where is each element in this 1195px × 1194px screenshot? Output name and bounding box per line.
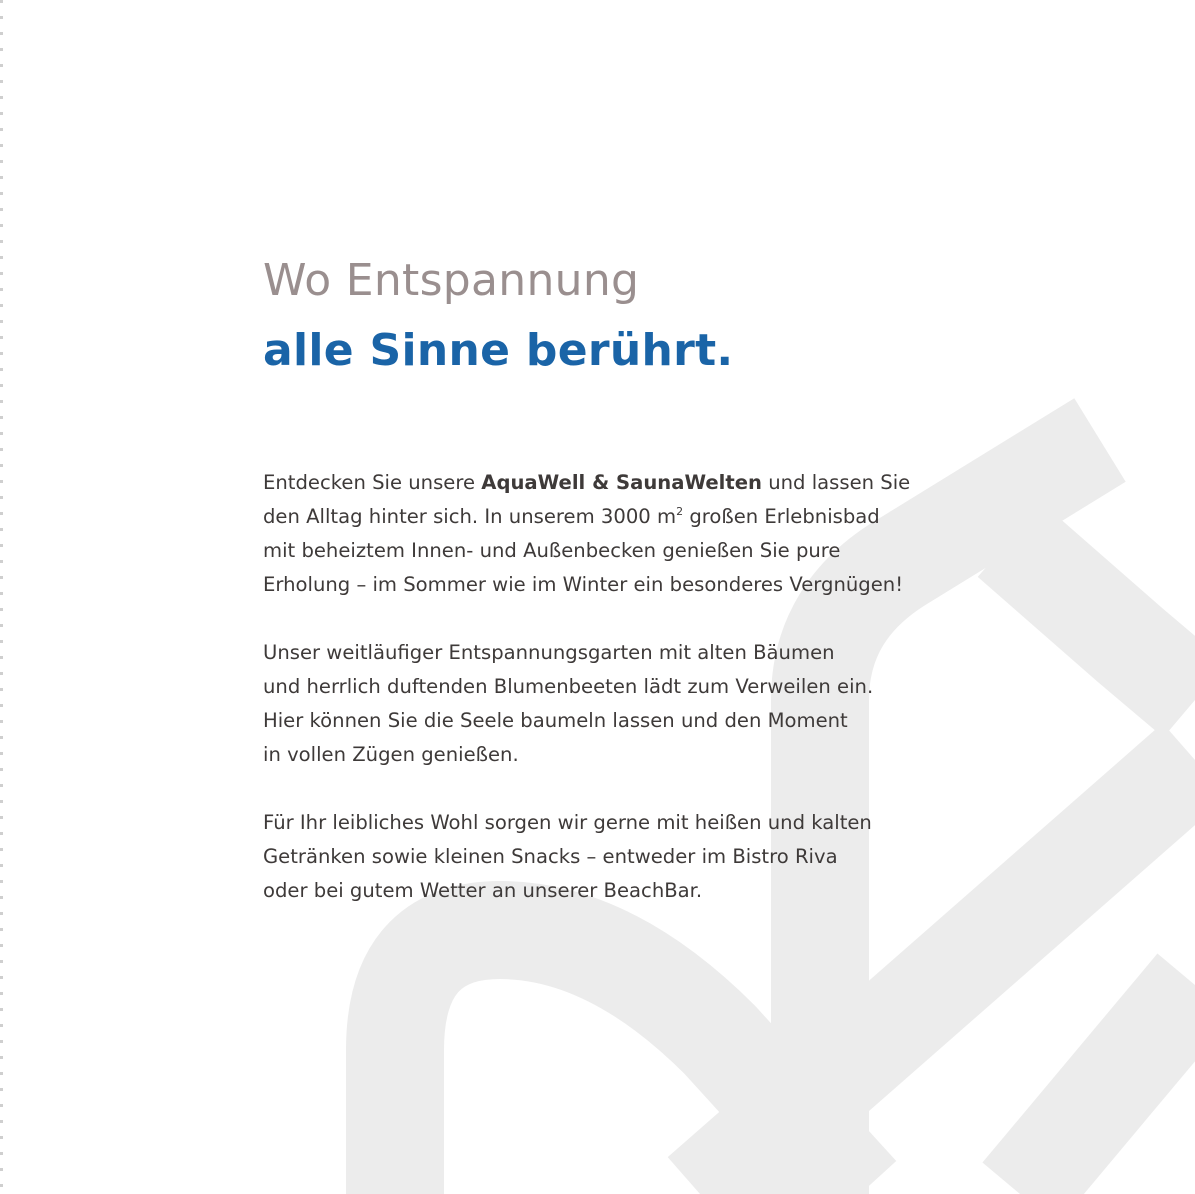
superscript: 2 [676,505,684,518]
heading-line-1: Wo Entspannung [263,255,640,306]
heading-line-2: alle Sinne berührt. [263,325,734,376]
paragraph-garden [263,636,1043,772]
text-segment: Entdecken Sie unsere [263,471,482,494]
text-line: Für Ihr leibliches Wohl sorgen wir gerne mit heißen und kalten [263,811,872,834]
page-heading [263,246,733,386]
text-line [263,466,1043,500]
text-line: Hier können Sie die Seele baumeln lassen und den Moment [263,709,848,732]
paragraph-aquawell [263,466,1043,602]
text-line: Getränken sowie kleinen Snacks – entweder im Bistro Riva [263,845,838,868]
paragraph-food [263,806,1043,908]
body-text [263,466,1043,942]
text-line: und herrlich duftenden Blumenbeeten lädt zum Verweilen ein. [263,675,874,698]
highlight-aquawell-saunawelten: AquaWell & SaunaWelten [481,471,762,494]
text-line: Unser weitläufiger Entspannungsgarten mit alten Bäumen [263,641,835,664]
text-line [263,500,1043,534]
text-segment: den Alltag hinter sich. In unserem 3000 m [263,505,677,528]
text-line: oder bei gutem Wetter an unserer BeachBar. [263,879,703,902]
text-line: in vollen Zügen genießen. [263,743,519,766]
text-segment: großen Erlebnisbad [683,505,880,528]
text-line: mit beheiztem Innen- und Außenbecken genießen Sie pure [263,539,841,562]
text-segment: und lassen Sie [761,471,911,494]
text-line: Erholung – im Sommer wie im Winter ein besonderes Vergnügen! [263,573,904,596]
